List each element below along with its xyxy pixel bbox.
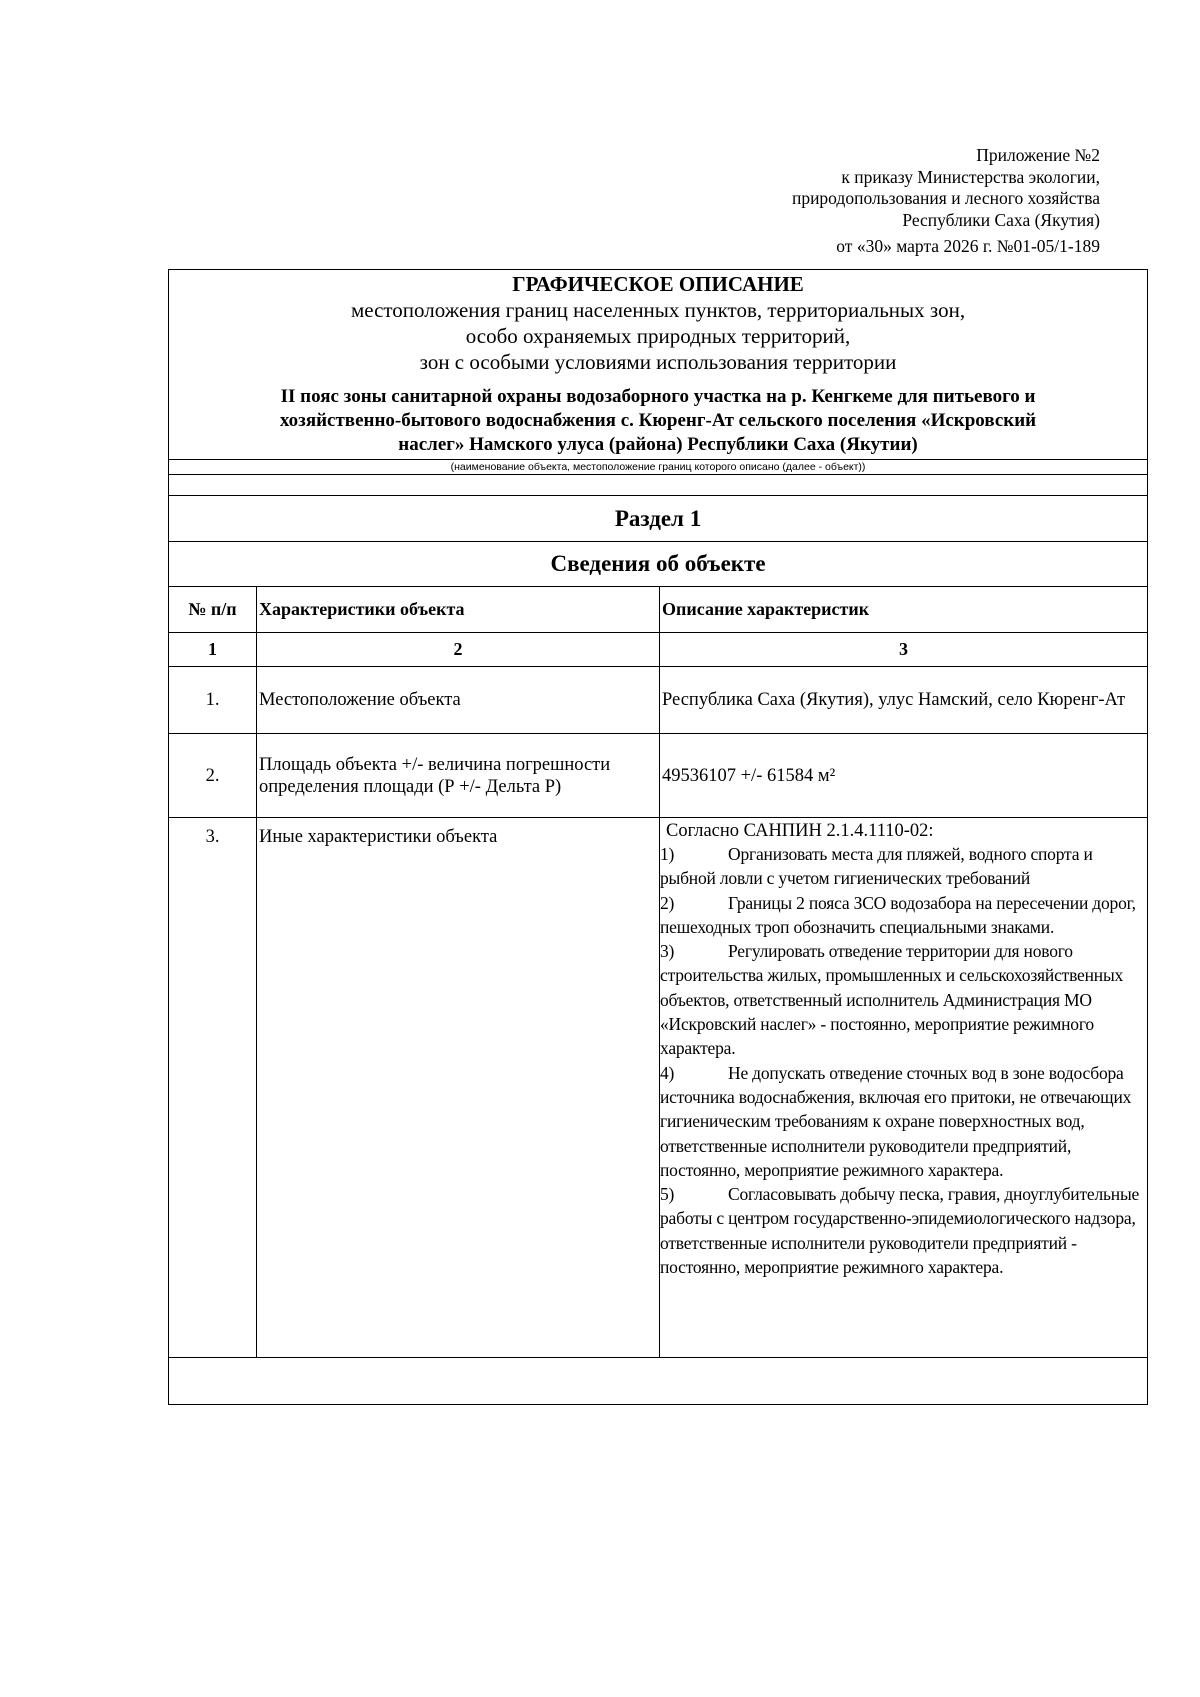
row-number: 1. [169, 667, 257, 734]
blank-cell [169, 1358, 1148, 1405]
spacer-cell [169, 475, 1148, 496]
list-item-number: 3) [660, 941, 675, 962]
list-item [660, 939, 1147, 1060]
document-subtitle-line-1: местоположения границ населенных пунктов, территориальных зон, [350, 298, 966, 322]
caption-row [169, 460, 1148, 475]
section-subtitle: Сведения об объекте [169, 542, 1148, 587]
list-item-text: Согласовывать добычу песка, гравия, дноуглубительные работы с центром государственно-эпидемиологического надзора, ответственные исполнители руководители предприятий - постоянно, мероприятие режимного характера. [660, 1184, 1140, 1278]
document-subtitle-line-3: зон с особыми условиями использования территории [419, 350, 897, 374]
appendix-header [792, 145, 1100, 258]
row-number: 3. [169, 818, 257, 1358]
appendix-line-4: Республики Саха (Якутия) [902, 209, 1100, 230]
list-item-text: Организовать места для пляжей, водного спорта и рыбной ловли с учетом гигиенических требований [660, 844, 1093, 889]
list-item-text: Границы 2 пояса ЗСО водозабора на пересечении дорог, пешеходных троп обозначить специальными знаками. [660, 892, 1136, 937]
document-title: ГРАФИЧЕСКОЕ ОПИСАНИЕ [512, 272, 804, 296]
spacer-row [169, 475, 1148, 496]
row-description: 49536107 +/- 61584 м² [660, 734, 1148, 818]
list-item-number: 2) [660, 892, 675, 913]
object-name-line-3: наслег» Намского улуса (района) Республики Саха (Якутии) [398, 434, 918, 455]
section-subtitle-row [169, 542, 1148, 587]
column-number-3: 3 [660, 633, 1148, 667]
list-item-text: Регулировать отведение территории для нового строительства жилых, промышленных и сельскохозяйственных объектов, ответственный исполнитель Администрация МО «Искровский наслег» - постоянно, мероприятие режимного характера. [660, 941, 1124, 1059]
object-name [169, 385, 1147, 457]
blank-row [169, 1358, 1148, 1405]
title-row [169, 270, 1148, 460]
object-name-line-1: II пояс зоны санитарной охраны водозаборного участка на р. Кенгкеме для питьевого и [280, 386, 1036, 407]
row-description: Республика Саха (Якутия), улус Намский, село Кюренг-Ат [660, 667, 1148, 734]
table-header-row [169, 587, 1148, 633]
row-description [660, 818, 1148, 1358]
object-name-line-2: хозяйственно-бытового водоснабжения с. Кюренг-Ат сельского поселения «Искровский [279, 410, 1037, 431]
table-row [169, 734, 1148, 818]
table-row [169, 818, 1148, 1358]
section-title: Раздел 1 [169, 496, 1148, 542]
list-item-number: 4) [660, 1062, 675, 1083]
table-row [169, 667, 1148, 734]
header-characteristic: Характеристики объекта [257, 587, 660, 633]
order-date-line: от «30» марта 2026 г. №01-05/1-189 [836, 236, 1100, 256]
list-item [660, 891, 1147, 940]
document-subtitle-line-2: особо охраняемых природных территорий, [465, 324, 851, 348]
graphic-description-table [168, 269, 1148, 1405]
header-description: Описание характеристик [660, 587, 1148, 633]
list-item [660, 842, 1147, 891]
column-number-1: 1 [169, 633, 257, 667]
appendix-line-3: природопользования и лесного хозяйства [791, 188, 1100, 208]
row-characteristic: Иные характеристики объекта [257, 818, 660, 1358]
requirements-list [660, 842, 1147, 1279]
list-item [660, 1182, 1147, 1279]
list-item-number: 1) [660, 844, 675, 864]
title-cell [169, 270, 1148, 460]
list-item [660, 1061, 1147, 1182]
requirements-intro: Согласно САНПИН 2.1.4.1110-02: [666, 821, 934, 841]
column-numbers-row [169, 633, 1148, 667]
section-row [169, 496, 1148, 542]
row-characteristic: Местоположение объекта [257, 667, 660, 734]
appendix-line-2: к приказу Министерства экологии, [841, 166, 1100, 187]
appendix-line-1: Приложение №2 [976, 145, 1100, 165]
object-caption: (наименование объекта, местоположение границ которого описано (далее - объект)) [169, 460, 1148, 475]
row-number: 2. [169, 734, 257, 818]
row-characteristic: Площадь объекта +/- величина погрешности определения площади (Р +/- Дельта Р) [257, 734, 660, 818]
list-item-number: 5) [660, 1184, 675, 1205]
header-number: № п/п [169, 587, 257, 633]
column-number-2: 2 [257, 633, 660, 667]
list-item-text: Не допускать отведение сточных вод в зоне водосбора источника водоснабжения, включая его притоки, не отвечающих гигиеническим требованиям к охране поверхностных вод, ответственные исполнители руководители предприятий, постоянно, мероприятие режимного характера. [660, 1062, 1132, 1180]
